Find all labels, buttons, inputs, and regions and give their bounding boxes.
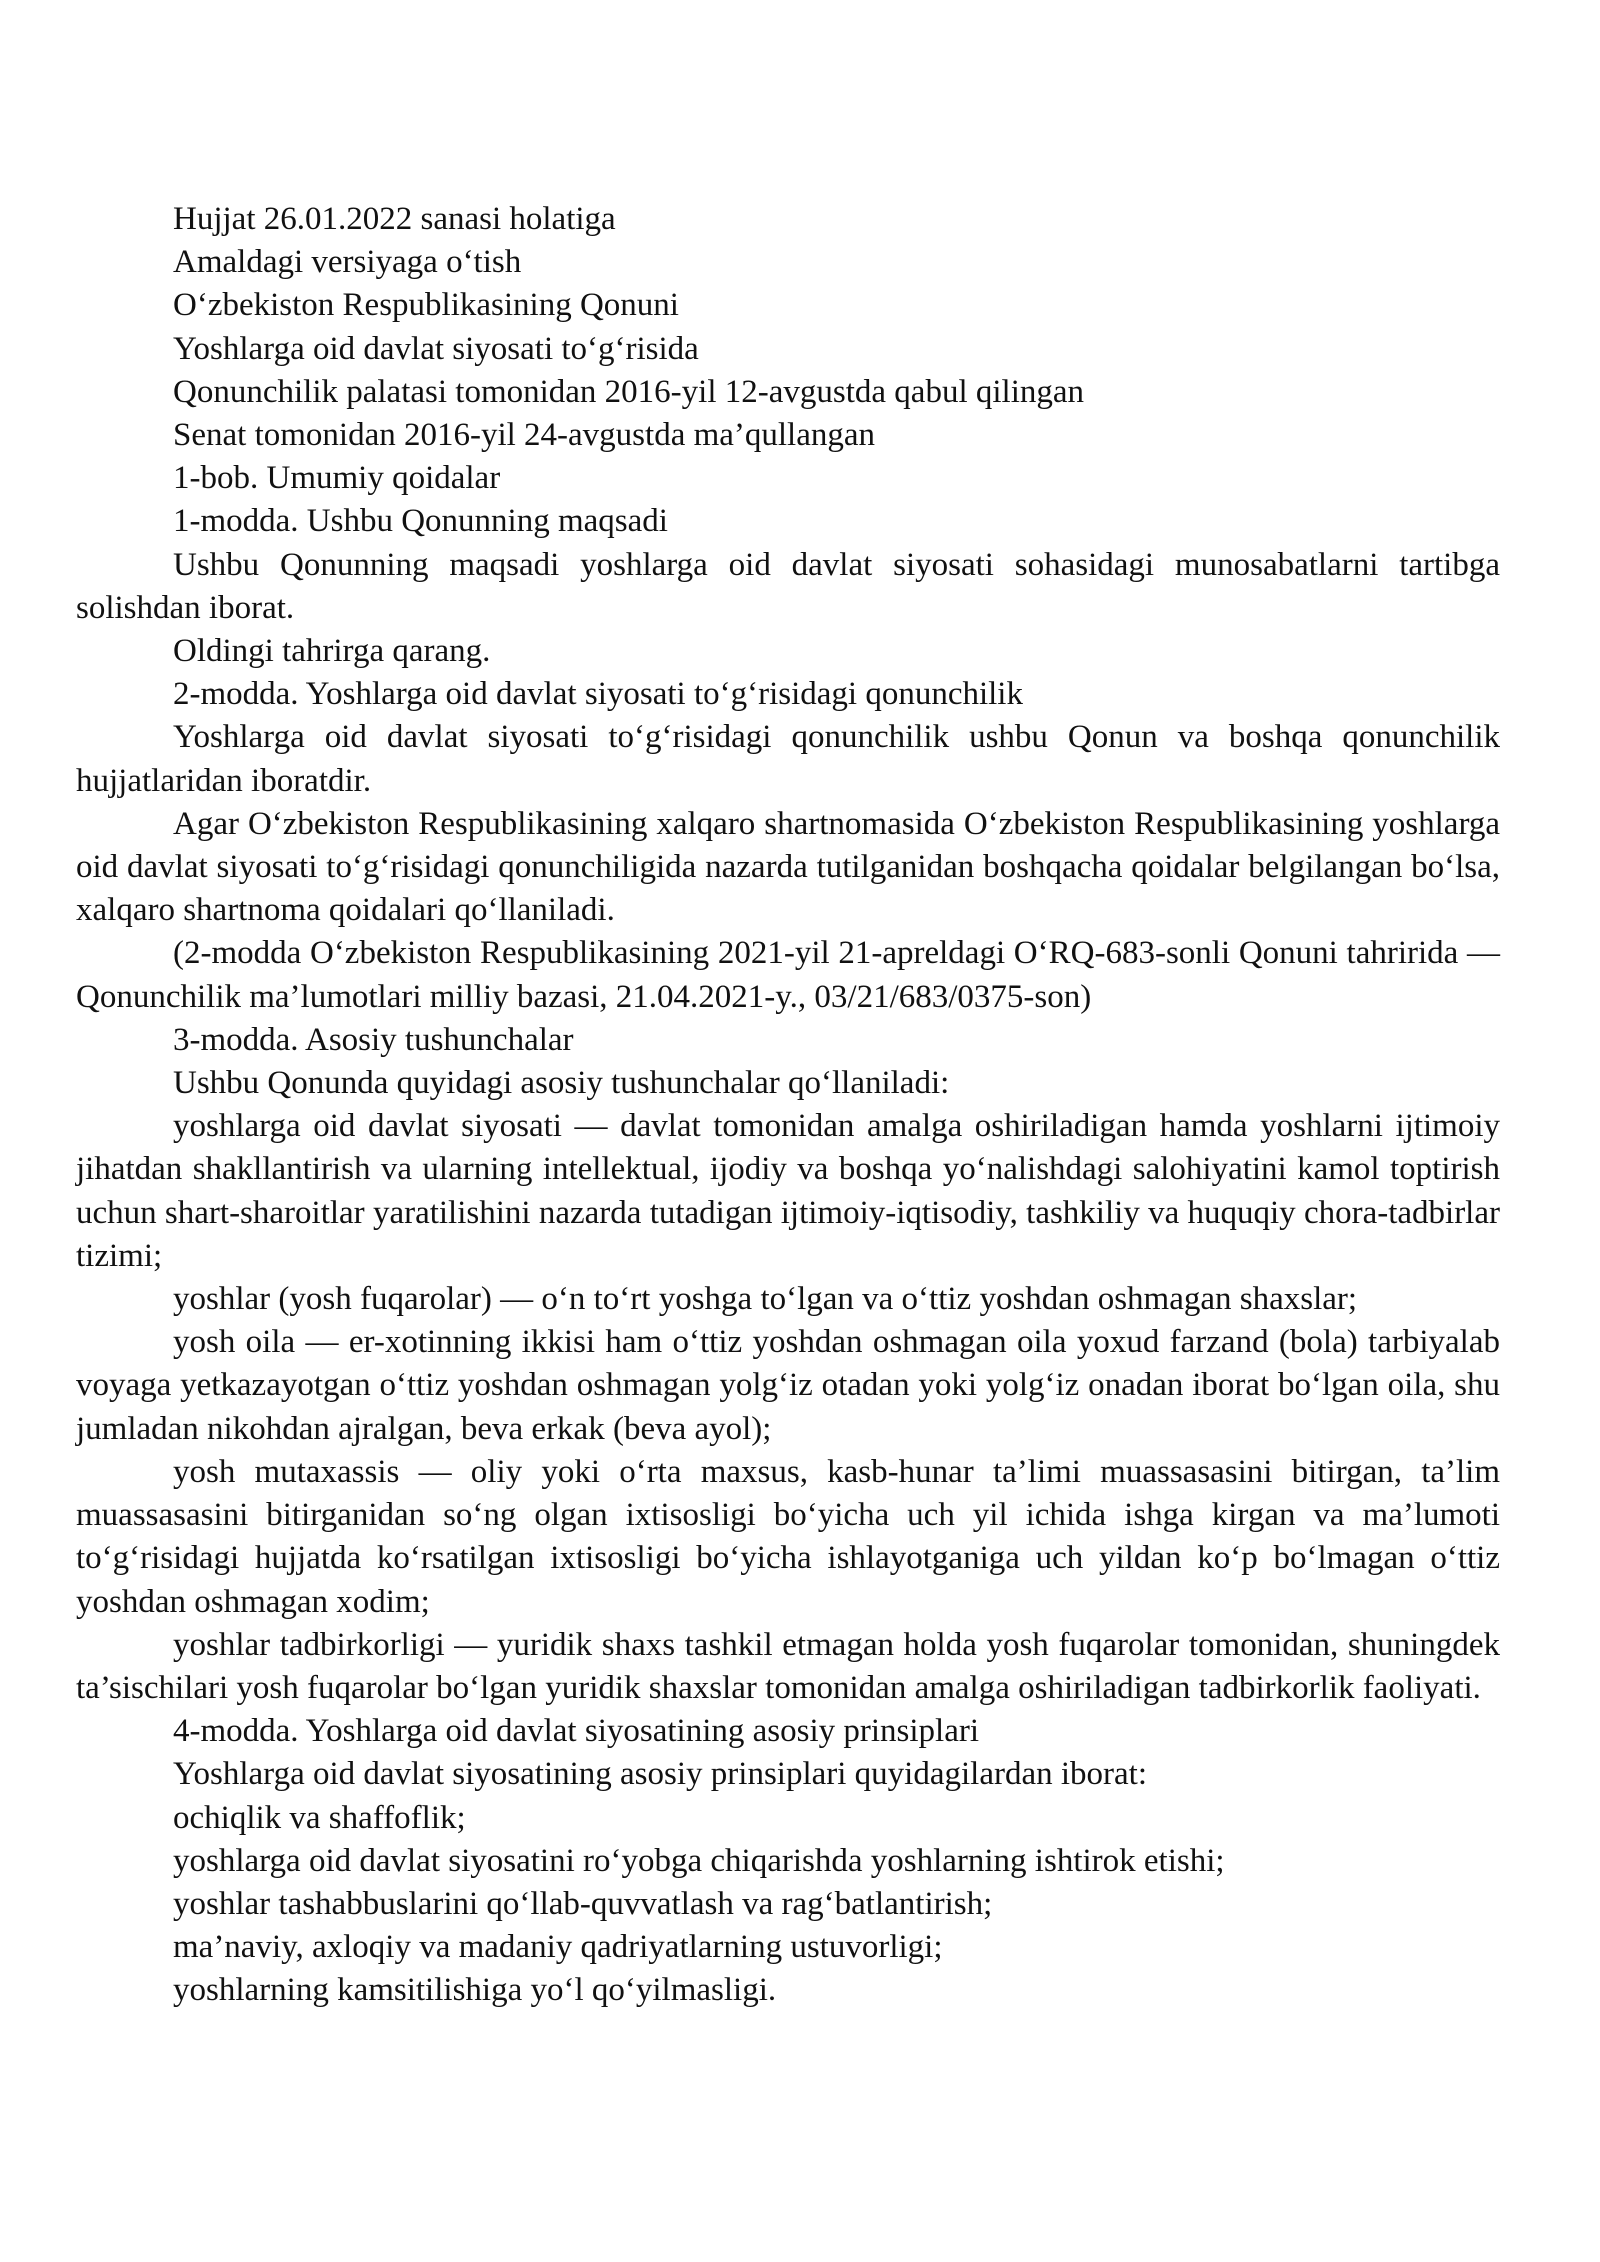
approval-info: Senat tomonidan 2016-yil 24-avgustda ma’qullangan xyxy=(173,417,876,454)
document-page xyxy=(76,198,1500,2013)
adoption-info: Qonunchilik palatasi tomonidan 2016-yil 12-avgustda qabul qilingan xyxy=(173,373,1085,410)
principle-item: ma’naviy, axloqiy va madaniy qadriyatlarning ustuvorligi; xyxy=(173,1929,943,1966)
article-4-intro: Yoshlarga oid davlat siyosatining asosiy prinsiplari quyidagilardan iborat: xyxy=(173,1756,1147,1793)
law-type: O‘zbekiston Respublikasining Qonuni xyxy=(173,287,679,324)
article-2-amendment-note: (2-modda O‘zbekiston Respublikasining 2021-yil 21-apreldagi O‘RQ-683-sonli Qonuni tahririda — Qonunchilik ma’lumotlari milliy bazasi, 21.04.2021-y., 03/21/683/0375-son) xyxy=(76,935,1500,1015)
article-3-intro: Ushbu Qonunda quyidagi asosiy tushunchalar qo‘llaniladi: xyxy=(173,1065,950,1102)
document-status: Hujjat 26.01.2022 sanasi holatiga xyxy=(173,201,616,237)
principle-item: ochiqlik va shaffoflik; xyxy=(173,1799,466,1836)
definition-youth: yoshlar (yosh fuqarolar) — o‘n to‘rt yoshga to‘lgan va o‘ttiz yoshdan oshmagan shaxslar; xyxy=(173,1281,1358,1318)
definition-young-specialist: yosh mutaxassis — oliy yoki o‘rta maxsus, kasb-hunar ta’limi muassasasini bitirgan, ta’lim muassasasini bitirganidan so‘ng olgan ixtisosligi bo‘yicha uch yil ichida ishga kirgan va ma’lumoti to‘g‘risidagi hujjatda ko‘rsatilgan ixtisosligi bo‘yicha ishlayotganiga uch yildan ko‘p bo‘lmagan o‘ttiz yoshdan oshmagan xodim; xyxy=(76,1453,1500,1620)
principle-item: yoshlarning kamsitilishiga yo‘l qo‘yilmasligi. xyxy=(173,1972,777,2009)
article-2-paragraph-1: Yoshlarga oid davlat siyosati to‘g‘risidagi qonunchilik ushbu Qonun va boshqa qonunchilik hujjatlaridan iboratdir. xyxy=(76,719,1500,799)
definition-youth-policy: yoshlarga oid davlat siyosati — davlat tomonidan amalga oshiriladigan hamda yoshlarni ijtimoiy jihatdan shakllantirish va ularning intellektual, ijodiy va boshqa yo‘nalishdagi salohiyatini kamol toptirish uchun shart-sharoitlar yaratilishini nazarda tutadigan ijtimoiy-iqtisodiy, tashkiliy va huquqiy chora-tadbirlar tizimi; xyxy=(76,1108,1500,1274)
article-2-title: 2-modda. Yoshlarga oid davlat siyosati to‘g‘risidagi qonunchilik xyxy=(173,676,1023,713)
article-1-title: 1-modda. Ushbu Qonunning maqsadi xyxy=(173,503,668,540)
principle-item: yoshlar tashabbuslarini qo‘llab-quvvatlash va rag‘batlantirish; xyxy=(173,1885,993,1922)
principle-item: yoshlarga oid davlat siyosatini ro‘yobga chiqarishda yoshlarning ishtirok etishi; xyxy=(173,1842,1225,1879)
article-3-title: 3-modda. Asosiy tushunchalar xyxy=(173,1021,574,1058)
previous-edition-link[interactable]: Oldingi tahrirga qarang. xyxy=(173,633,491,670)
chapter-title: 1-bob. Umumiy qoidalar xyxy=(173,460,501,497)
article-4-title: 4-modda. Yoshlarga oid davlat siyosatining asosiy prinsiplari xyxy=(173,1713,980,1750)
current-version-link[interactable]: Amaldagi versiyaga o‘tish xyxy=(173,244,522,281)
law-title: Yoshlarga oid davlat siyosati to‘g‘risida xyxy=(173,330,699,367)
definition-youth-entrepreneurship: yoshlar tadbirkorligi — yuridik shaxs tashkil etmagan holda yosh fuqarolar tomonidan, shuningdek ta’sischilari yosh fuqarolar bo‘lgan yuridik shaxslar tomonidan amalga oshiriladigan tadbirkorlik faoliyati. xyxy=(76,1626,1500,1706)
definition-young-family: yosh oila — er-xotinning ikkisi ham o‘ttiz yoshdan oshmagan oila yoxud farzand (bola) tarbiyalab voyaga yetkazayotgan o‘ttiz yoshdan oshmagan yolg‘iz otadan yoki yolg‘iz onadan iborat bo‘lgan oila, shu jumladan nikohdan ajralgan, beva erkak (beva ayol); xyxy=(76,1324,1500,1447)
article-2-paragraph-2: Agar O‘zbekiston Respublikasining xalqaro shartnomasida O‘zbekiston Respublikasining yoshlarga oid davlat siyosati to‘g‘risidagi qonunchiligida nazarda tutilganidan boshqacha qoidalar belgilangan bo‘lsa, xalqaro shartnoma qoidalari qo‘llaniladi. xyxy=(76,805,1500,929)
article-1-text: Ushbu Qonunning maqsadi yoshlarga oid davlat siyosati sohasidagi munosabatlarni tartibga solishdan iborat. xyxy=(76,546,1500,626)
